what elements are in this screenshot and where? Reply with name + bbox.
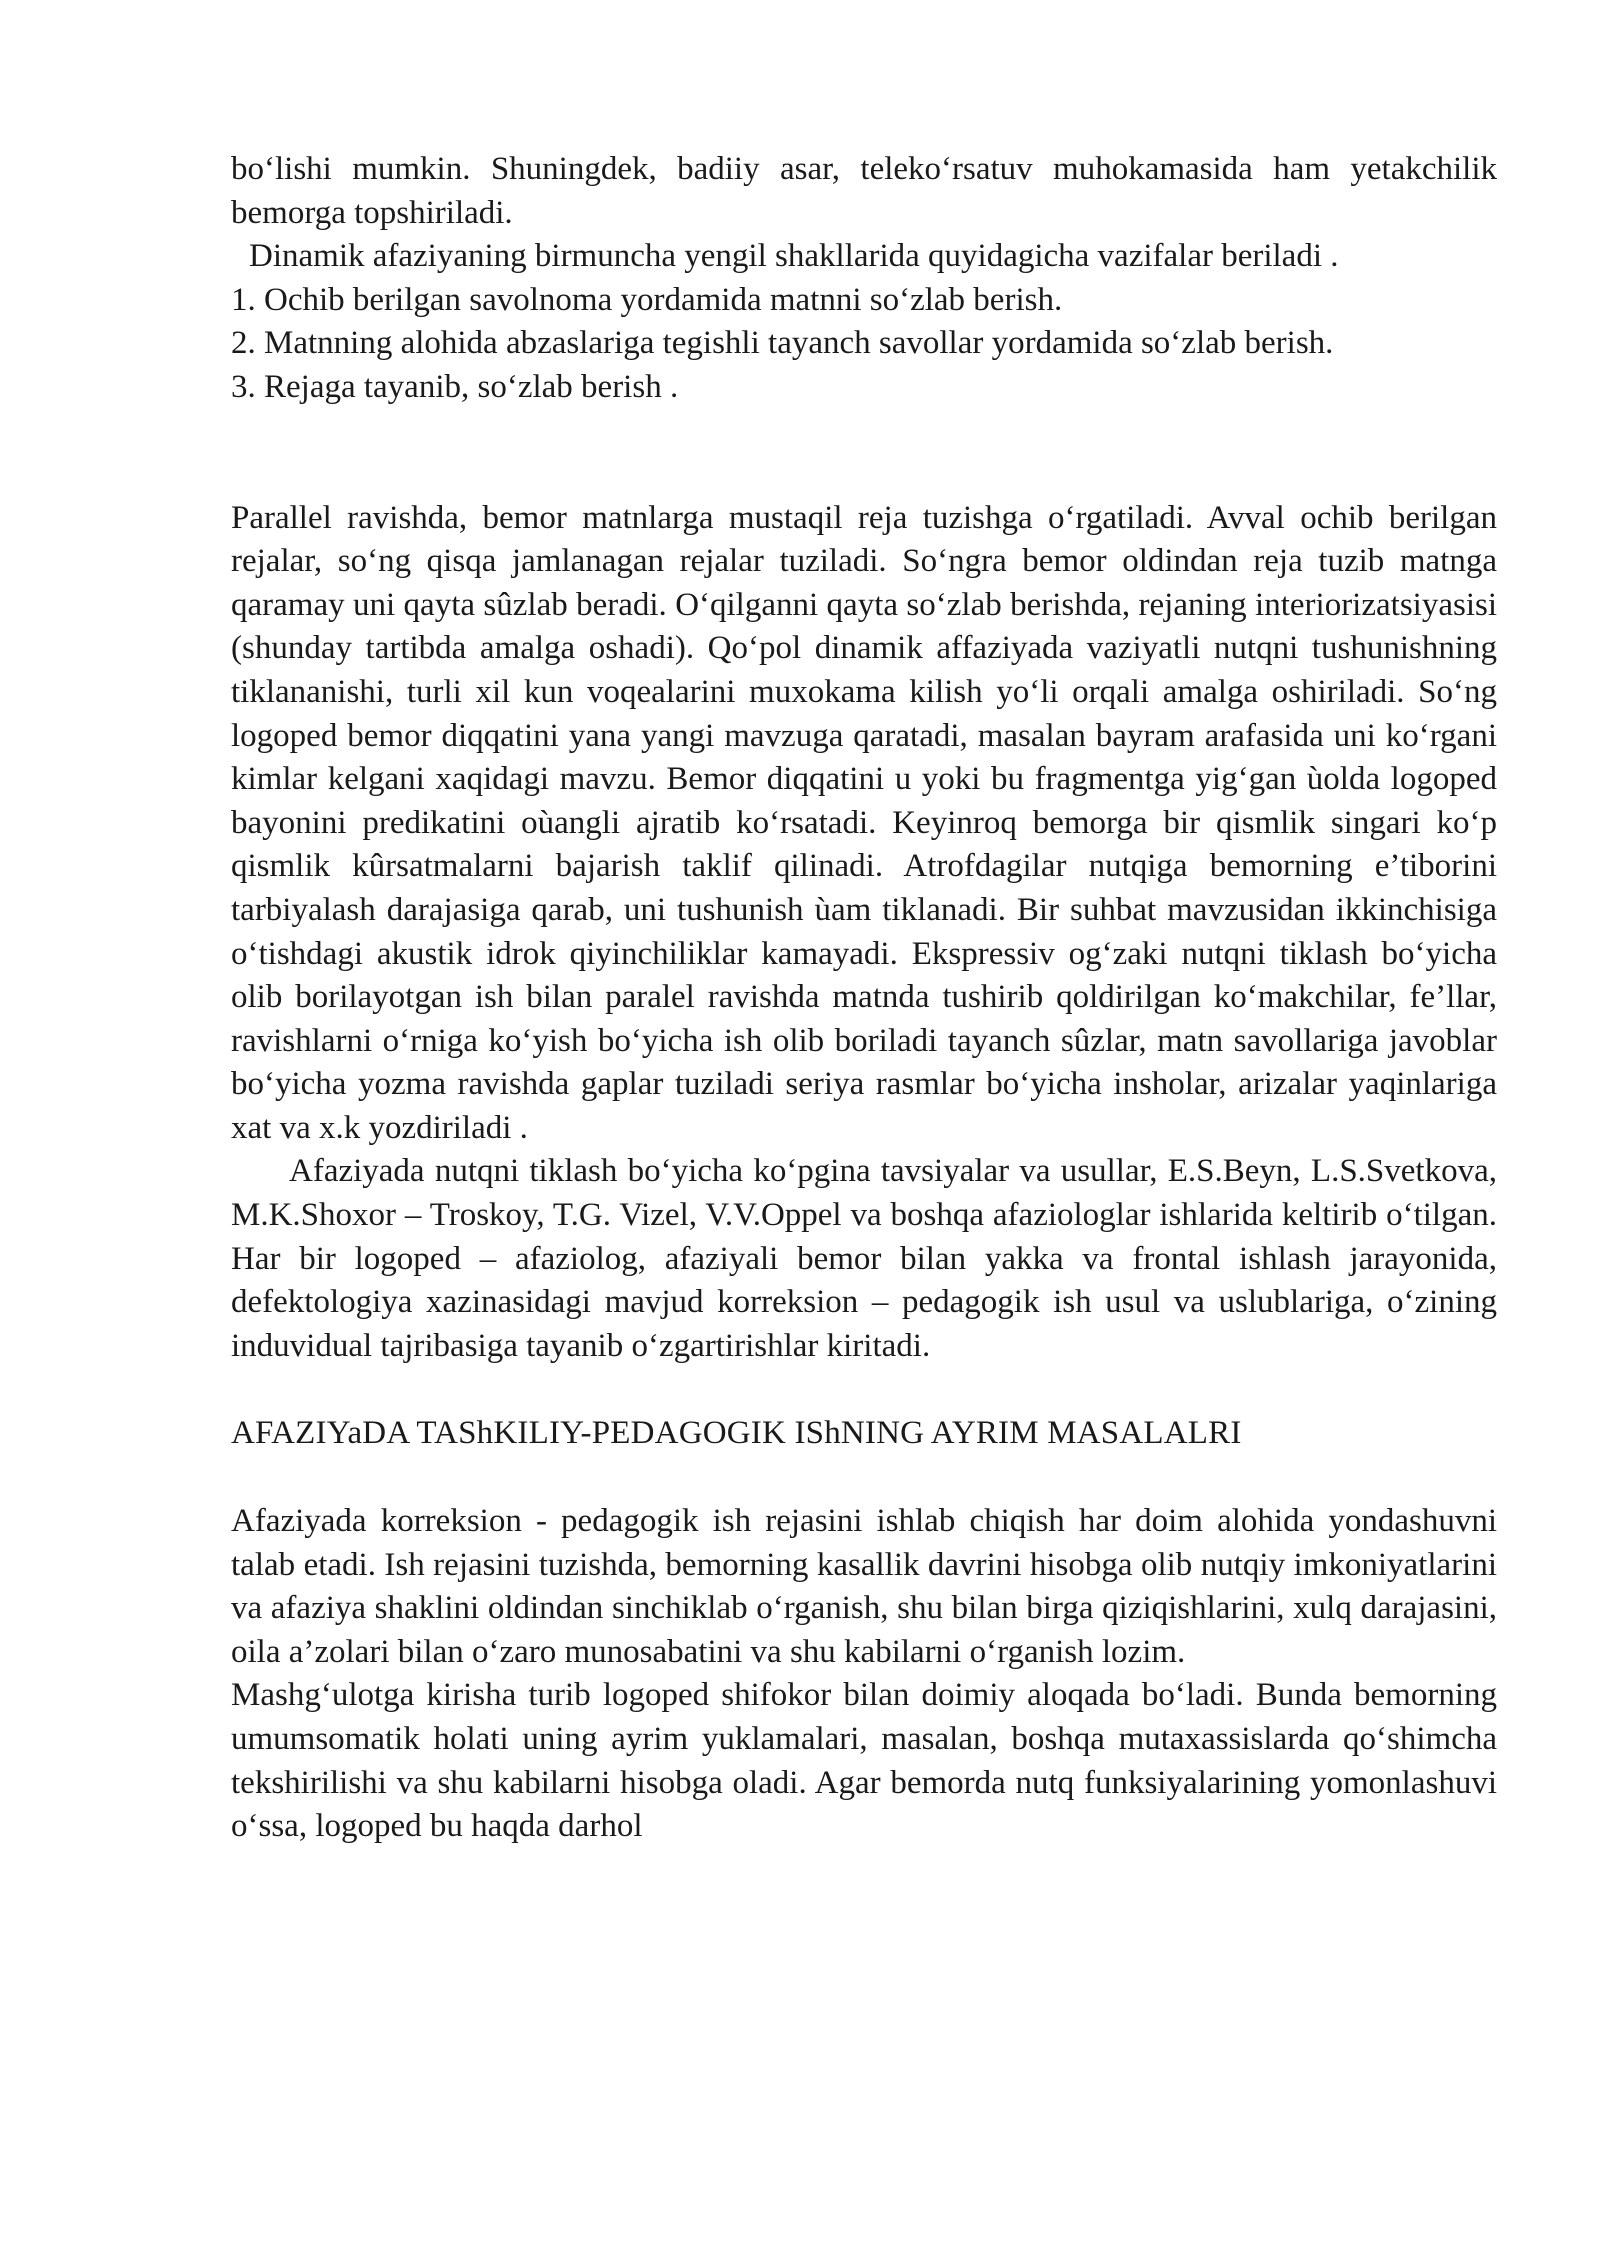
section-heading: AFAZIYaDA TAShKILIY-PEDAGOGIK IShNING AYRIM MASALALRI bbox=[231, 1415, 1242, 1452]
paragraph-body-1: Parallel ravishda, bemor matnlarga mustaqil reja tuzishga o‘rgatiladi. Avval ochib berilgan rejalar, so‘ng qisqa jamlanagan rejalar tuziladi. So‘ngra bemor oldindan reja tuzib matnga qaramay uni qayta sûzlab beradi. O‘qilganni qayta so‘zlab berishda, rejaning interiorizatsiyasisi (shunday tartibda amalga oshadi). Qo‘pol dinamik affaziyada vaziyatli nutqni tushunishning tiklananishi, turli xil kun voqealarini muxokama kilish yo‘li orqali amalga oshiriladi. So‘ng logoped bemor diqqatini yana yangi mavzuga qaratadi, masalan bayram arafasida uni ko‘rgani kimlar kelgani xaqidagi mavzu. Bemor diqqatini u yoki bu fragmentga yig‘gan ùolda logoped bayonini predikatini oùangli ajratib ko‘rsatadi. Keyinroq bemorga bir qismlik singari ko‘p qismlik kûrsatmalarni bajarish taklif qilinadi. Atrofdagilar nutqiga bemorning e’tiborini tarbiyalash darajasiga qarab, uni tushunish ùam tiklanadi. Bir suhbat mavzusidan ikkinchisiga o‘tishdagi akustik idrok qiyinchiliklar kamayadi. Ekspressiv og‘zaki nutqni tiklash bo‘yicha olib borilayotgan ish bilan paralel ravishda matnda tushirib qoldirilgan ko‘makchilar, fe’llar, ravishlarni o‘rniga ko‘yish bo‘yicha ish olib boriladi tayanch sûzlar, matn savollariga javoblar bo‘yicha yozma ravishda gaplar tuziladi seriya rasmlar bo‘yicha insholar, arizalar yaqinlariga xat va x.k yozdiriladi . bbox=[231, 499, 1497, 1146]
paragraph-section-1: Afaziyada korreksion - pedagogik ish rejasini ishlab chiqish har doim alohida yondashuvni talab etadi. Ish rejasini tuzishda, bemorning kasallik davrini hisobga olib nutqiy imkoniyatlarini va afaziya shaklini oldindan sinchiklab o‘rganish, shu bilan birga qiziqishlarini, xulq darajasini, oila a’zolari bilan o‘zaro munosabatini va shu kabilarni o‘rganish lozim. bbox=[231, 1503, 1497, 1670]
list-item-2: 2. Matnning alohida abzaslariga tegishli tayanch savollar yordamida so‘zlab berish. bbox=[231, 325, 1334, 362]
list-item-3: 3. Rejaga tayanib, so‘zlab berish . bbox=[231, 368, 679, 405]
list-item-1: 1. Ochib berilgan savolnoma yordamida matnni so‘zlab berish. bbox=[231, 281, 1063, 318]
spacer bbox=[231, 1368, 1497, 1412]
paragraph-intro-2: Dinamik afaziyaning birmuncha yengil shakllarida quyidagicha vazifalar beriladi . bbox=[249, 238, 1339, 275]
paragraph-body-2: Afaziyada nutqni tiklash bo‘yicha ko‘pgina tavsiyalar va usullar, E.S.Beyn, L.S.Svetkova, M.K.Shoxor – Troskoy, T.G. Vizel, V.V.Oppel va boshqa afaziologlar ishlarida keltirib o‘tilgan. Har bir logoped – afaziolog, afaziyali bemor bilan yakka va frontal ishlash jarayonida, defektologiya xazinasidagi mavjud korreksion – pedagogik ish usul va uslublariga, o‘zining induvidual tajribasiga tayanib o‘zgartirishlar kiritadi. bbox=[231, 1153, 1497, 1364]
document-page bbox=[231, 148, 1497, 1849]
paragraph-section-2: Mashg‘ulotga kirisha turib logoped shifokor bilan doimiy aloqada bo‘ladi. Bunda bemorning umumsomatik holati uning ayrim yuklamalari, masalan, boshqa mutaxassislarda qo‘shimcha tekshirilishi va shu kabilarni hisobga oladi. Agar bemorda nutq funksiyalarining yomonlashuvi o‘ssa, logoped bu haqda darhol bbox=[231, 1677, 1497, 1845]
paragraph-intro-1: bo‘lishi mumkin. Shuningdek, badiiy asar, teleko‘rsatuv muhokamasida ham yetakchilik bemorga topshiriladi. bbox=[231, 151, 1497, 231]
spacer bbox=[231, 1456, 1497, 1500]
spacer bbox=[231, 410, 1497, 497]
